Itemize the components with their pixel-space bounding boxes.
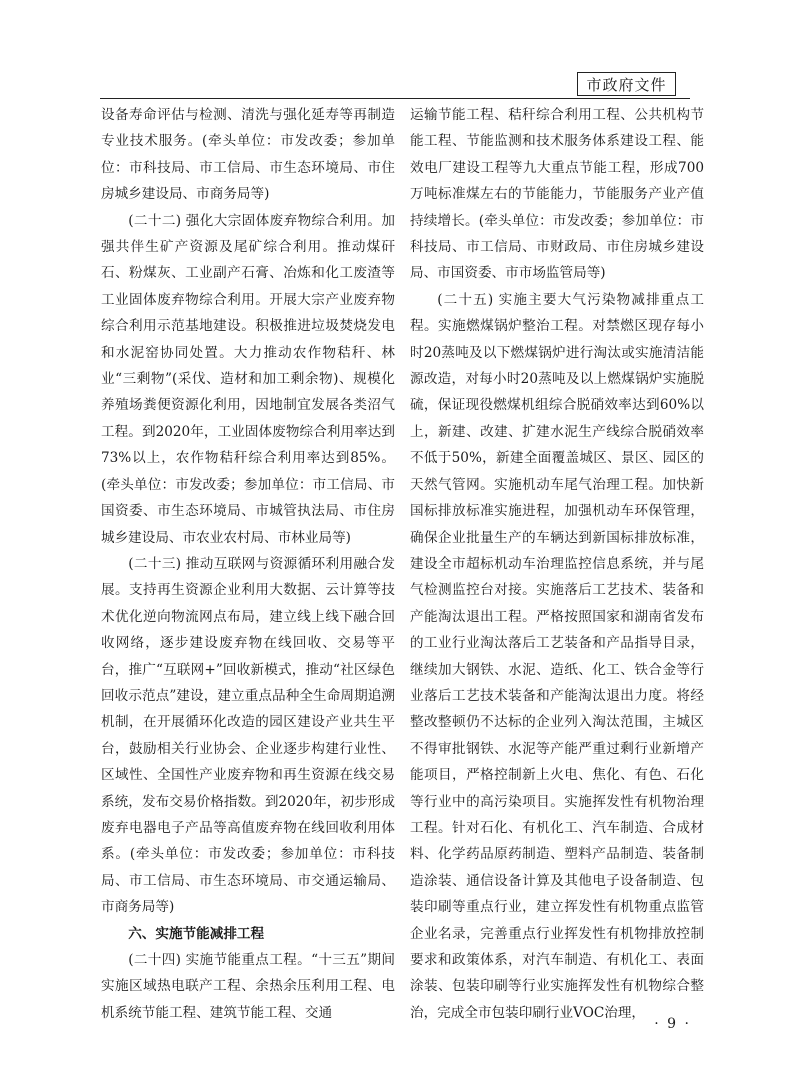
paragraph: (二十三) 推动互联网与资源循环利用融合发展。支持再生资源企业利用大数据、云计算等技术优化逆向物流网点布局，建立线上线下融合回收网络，逐步建设废弃物在线回收、交易等平台，推广“互联网+”回收新模式，推动“社区绿色回收示范点”建设，建立重点品种全生命周期追溯机制，在开展循环化改造的园区建设产业共生平台，鼓励相关行业协会、企业逐步构建行业性、区域性、全国性产业废弃物和再生资源在线交易系统，发布交易价格指数。到2020年，初步形成废弃电器电子产品等高值废弃物在线回收利用体系。(牵头单位：市发改委；参加单位：市科技局、市工信局、市生态环境局、市交通运输局、市商务局等) [101,555,395,916]
header-divider [100,98,690,99]
section-label: 市政府文件 [577,72,676,96]
section-heading: 六、实施节能减排工程 [128,925,265,942]
page-number: · 9 · [654,1016,691,1032]
left-column [101,102,395,1026]
paragraph: (二十二) 强化大宗固体废弃物综合利用。加强共伴生矿产资源及尾矿综合利用。推动煤矸石、粉煤灰、工业副产石膏、冶炼和化工废渣等工业固体废弃物综合利用。开展大宗产业废弃物综合利用示范基地建设。积极推进垃圾焚烧发电和水泥窑协同处置。大力推动农作物秸秆、林业“三剩物”(采伐、造材和加工剩余物)、规模化养殖场粪便资源化利用，因地制宜发展各类沼气工程。到2020年，工业固体废物综合利用率达到73%以上，农作物秸秆综合利用率达到85%。(牵头单位：市发改委；参加单位：市工信局、市国资委、市生态环境局、市城管执法局、市住房城乡建设局、市农业农村局、市林业局等) [101,212,395,546]
right-column [410,102,704,1026]
paragraph: 运输节能工程、秸秆综合利用工程、公共机构节能工程、节能监测和技术服务体系建设工程、能效电厂建设工程等九大重点节能工程，形成700万吨标准煤左右的节能能力，节能服务产业产值持续增长。(牵头单位：市发改委；参加单位：市科技局、市工信局、市财政局、市住房城乡建设局、市国资委、市市场监管局等) [410,107,704,282]
paragraph: (二十四) 实施节能重点工程。“十三五”期间实施区域热电联产工程、余热余压利用工程、电机系统节能工程、建筑节能工程、交通 [101,952,395,1021]
paragraph: (二十五) 实施主要大气污染物减排重点工程。实施燃煤锅炉整治工程。对禁燃区现存每小时20蒸吨及以下燃煤锅炉进行淘汰或实施清洁能源改造，对每小时20蒸吨及以上燃煤锅炉实施脱硫，保证现役燃煤机组综合脱硝效率达到60%以上，新建、改建、扩建水泥生产线综合脱硝效率不低于50%，新建全面覆盖城区、景区、园区的天然气管网。实施机动车尾气治理工程。加快新国标排放标准实施进程，加强机动车环保管理，确保企业批量生产的车辆达到新国标排放标准，建设全市超标机动车治理监控信息系统，并与尾气检测监控台对接。实施落后工艺技术、装备和产能淘汰退出工程。严格按照国家和湖南省发布的工业行业淘汰落后工艺装备和产品指导目录，继续加大钢铁、水泥、造纸、化工、铁合金等行业落后工艺技术装备和产能淘汰退出力度。将经整改整顿仍不达标的企业列入淘汰范围，主城区不得审批钢铁、水泥等产能严重过剩行业新增产能项目，严格控制新上火电、焦化、有色、石化等行业中的高污染项目。实施挥发性有机物治理工程。针对石化、有机化工、汽车制造、合成材料、化学药品原药制造、塑料产品制造、装备制造涂装、通信设备计算及其他电子设备制造、包装印刷等重点行业，建立挥发性有机物重点监管企业名录，完善重点行业挥发性有机物排放控制要求和政策体系，对汽车制造、有机化工、表面涂装、包装印刷等行业实施挥发性有机物综合整治，完成全市包装印刷行业VOC治理， [410,291,704,1021]
paragraph: 设备寿命评估与检测、清洗与强化延寿等再制造专业技术服务。(牵头单位：市发改委；参加单位：市科技局、市工信局、市生态环境局、市住房城乡建设局、市商务局等) [101,107,395,203]
